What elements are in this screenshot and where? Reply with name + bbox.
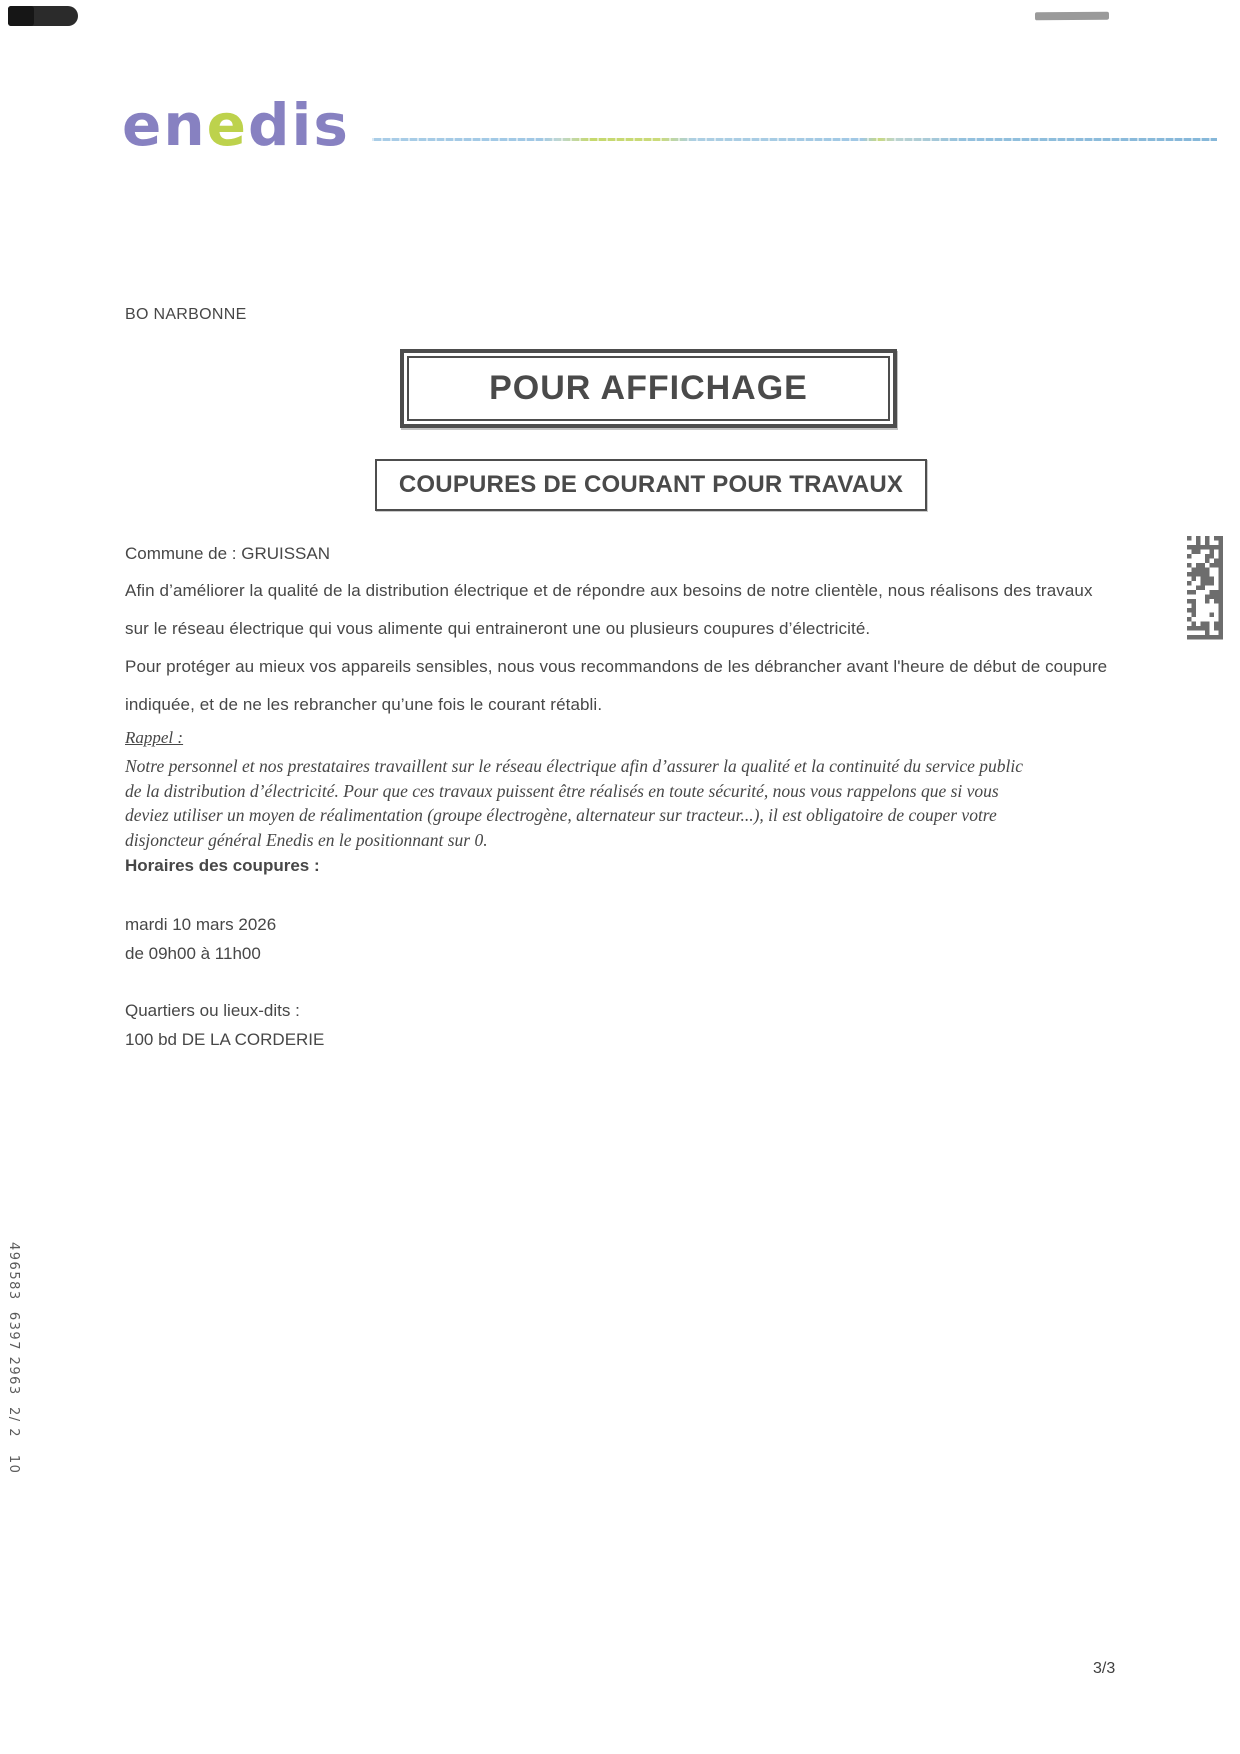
coupures-title: COUPURES DE COURANT POUR TRAVAUX <box>398 471 904 498</box>
scan-artifact-top-left <box>8 6 78 26</box>
rappel-line-2: de la distribution d’électricité. Pour que ces travaux puissent être réalisés en toute sécurité, nous vous rappelons que si vous <box>125 780 999 801</box>
horaires-label: Horaires des coupures : <box>125 856 320 875</box>
rappel-line-1: Notre personnel et nos prestataires travaillent sur le réseau électrique afin d’assurer la qualité et la continuité du service public <box>125 756 1024 776</box>
rappel-line-3: deviez utiliser un moyen de réalimentation (groupe électrogène, alternateur sur tracteur...), il est obligatoire de couper votre <box>125 805 997 825</box>
advice-paragraph <box>125 648 1120 724</box>
scan-artifact-top-right <box>1035 12 1109 21</box>
logo-text-green-e: e <box>206 91 248 159</box>
rappel-line-4: disjoncteur général Enedis en le positionnant sur 0. <box>125 829 488 850</box>
pour-affichage-inner-border <box>407 356 890 421</box>
office-label: BO NARBONNE <box>125 306 247 323</box>
outage-address: 100 bd DE LA CORDERIE <box>125 1030 325 1049</box>
rappel-label: Rappel : <box>125 728 184 747</box>
advice-line-2: indiquée, et de ne les rebrancher qu’une fois le courant rétabli. <box>125 695 603 714</box>
outage-time: de 09h00 à 11h00 <box>125 944 261 963</box>
commune-line: Commune de : GRUISSAN <box>125 544 331 563</box>
coupures-banner <box>375 459 927 511</box>
intro-line-1: Afin d’améliorer la qualité de la distribution électrique et de répondre aux besoins de notre clientèle, nous réalisons des travaux <box>125 581 1093 600</box>
logo-text-part: dis <box>247 91 350 159</box>
logo-text-part: en <box>122 91 207 159</box>
quartiers-label: Quartiers ou lieux-dits : <box>125 1001 300 1020</box>
outage-date: mardi 10 mars 2026 <box>125 915 277 934</box>
advice-line-1: Pour protéger au mieux vos appareils sensibles, nous vous recommandons de les débrancher avant l'heure de début de coupure <box>125 657 1108 676</box>
enedis-logo <box>122 91 350 159</box>
page-number: 3/3 <box>1093 1660 1116 1677</box>
pour-affichage-title: POUR AFFICHAGE <box>489 369 808 407</box>
print-reference-vertical: 496583 6397 2963 2/ 2 10 <box>6 1242 21 1475</box>
rappel-paragraph <box>125 754 1125 852</box>
datamatrix-icon <box>1187 536 1223 640</box>
intro-paragraph <box>125 572 1120 648</box>
intro-line-2: sur le réseau électrique qui vous alimente qui entraineront une ou plusieurs coupures d’électricité. <box>125 619 871 638</box>
pour-affichage-banner <box>400 349 897 428</box>
header-divider-line <box>372 138 1217 141</box>
